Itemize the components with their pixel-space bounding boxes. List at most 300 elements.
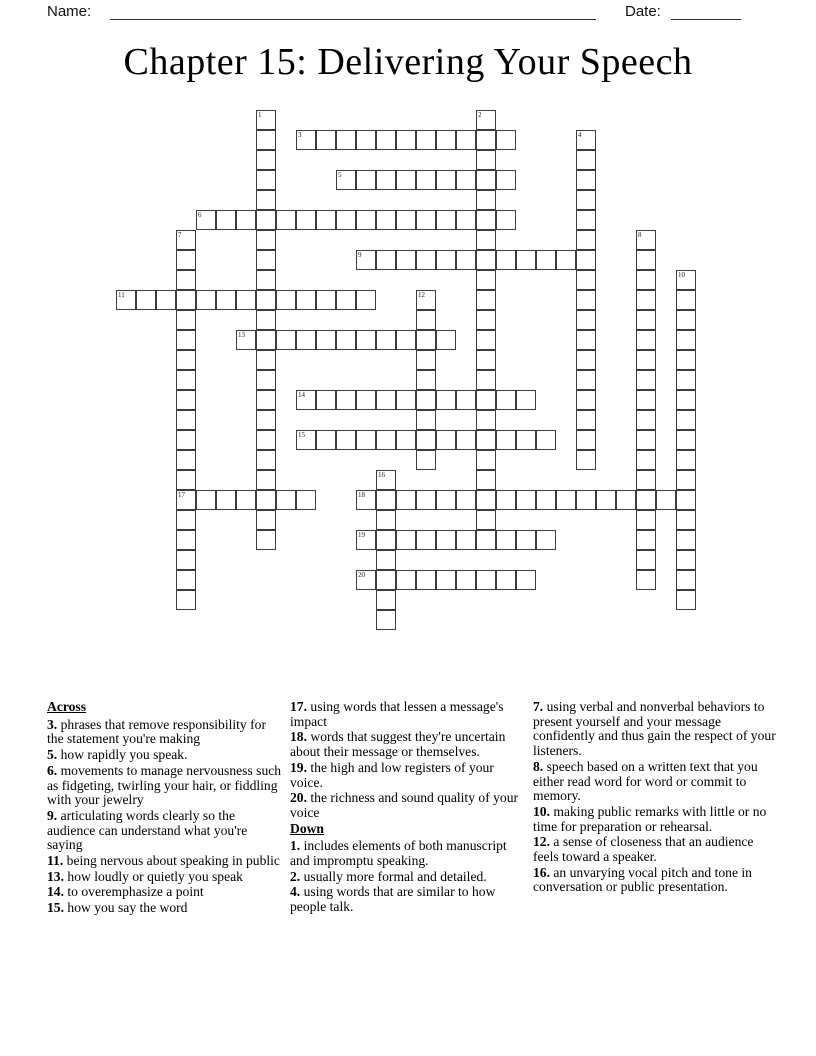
grid-cell[interactable] — [636, 410, 656, 430]
clue-item-text: articulating words clearly so the audience can understand what you're saying — [47, 807, 248, 853]
grid-cell[interactable] — [636, 390, 656, 410]
grid-cell[interactable] — [476, 350, 496, 370]
grid-cell[interactable] — [236, 210, 256, 230]
grid-cell[interactable] — [576, 370, 596, 390]
grid-cell[interactable] — [636, 290, 656, 310]
grid-cell[interactable] — [176, 270, 196, 290]
grid-cell[interactable] — [376, 330, 396, 350]
clue-item — [47, 870, 285, 885]
grid-cell[interactable] — [336, 430, 356, 450]
grid-cell[interactable] — [196, 210, 216, 230]
grid-cell[interactable] — [256, 290, 276, 310]
grid-cell[interactable] — [176, 350, 196, 370]
grid-cell[interactable] — [576, 490, 596, 510]
grid-cell[interactable] — [176, 430, 196, 450]
grid-cell[interactable] — [636, 430, 656, 450]
date-label: Date: — [625, 3, 661, 20]
grid-cell-number: 3 — [298, 131, 302, 139]
grid-cell[interactable] — [576, 150, 596, 170]
clue-item-text: words that suggest they're uncertain about their message or themselves. — [290, 729, 506, 760]
grid-cell[interactable] — [476, 170, 496, 190]
grid-cell[interactable] — [676, 570, 696, 590]
grid-cell[interactable] — [256, 390, 276, 410]
grid-cell[interactable] — [176, 550, 196, 570]
grid-cell[interactable] — [316, 210, 336, 230]
grid-cell[interactable] — [256, 170, 276, 190]
grid-cell[interactable] — [416, 390, 436, 410]
grid-cell[interactable] — [496, 390, 516, 410]
grid-cell[interactable] — [516, 490, 536, 510]
grid-cell[interactable] — [236, 490, 256, 510]
grid-cell[interactable] — [256, 510, 276, 530]
grid-cell[interactable] — [356, 170, 376, 190]
grid-cell[interactable] — [436, 390, 456, 410]
clue-item — [47, 901, 285, 916]
grid-cell[interactable] — [436, 210, 456, 230]
grid-cell[interactable] — [576, 390, 596, 410]
grid-cell[interactable] — [336, 170, 356, 190]
grid-cell[interactable] — [256, 110, 276, 130]
clue-item — [533, 805, 776, 834]
grid-cell[interactable] — [456, 570, 476, 590]
grid-cell[interactable] — [376, 510, 396, 530]
grid-cell[interactable] — [476, 390, 496, 410]
grid-cell[interactable] — [256, 370, 276, 390]
grid-cell[interactable] — [456, 210, 476, 230]
grid-cell[interactable] — [516, 250, 536, 270]
grid-cell[interactable] — [256, 470, 276, 490]
grid-cell[interactable] — [396, 570, 416, 590]
grid-cell[interactable] — [256, 270, 276, 290]
grid-cell[interactable] — [356, 210, 376, 230]
grid-cell[interactable] — [476, 430, 496, 450]
grid-cell[interactable] — [396, 330, 416, 350]
grid-cell[interactable] — [396, 210, 416, 230]
grid-cell[interactable] — [256, 410, 276, 430]
grid-cell[interactable] — [216, 490, 236, 510]
grid-cell[interactable] — [176, 410, 196, 430]
grid-cell[interactable] — [516, 390, 536, 410]
grid-cell[interactable] — [356, 290, 376, 310]
grid-cell[interactable] — [576, 290, 596, 310]
clue-item — [290, 839, 524, 868]
grid-cell[interactable] — [396, 170, 416, 190]
grid-cell[interactable] — [436, 130, 456, 150]
down-clues-part2 — [533, 700, 776, 895]
clue-item-text: to overemphasize a point — [64, 884, 204, 900]
grid-cell[interactable] — [476, 270, 496, 290]
grid-cell[interactable] — [416, 410, 436, 430]
grid-cell-number: 10 — [678, 271, 685, 279]
clue-item-text: being nervous about speaking in public — [63, 853, 280, 869]
grid-cell-number: 4 — [578, 131, 582, 139]
grid-cell[interactable] — [376, 610, 396, 630]
grid-cell[interactable] — [356, 490, 376, 510]
grid-cell[interactable] — [256, 350, 276, 370]
across-clues-part2 — [290, 700, 524, 821]
grid-cell[interactable] — [476, 310, 496, 330]
grid-cell[interactable] — [276, 290, 296, 310]
clues-column-left — [47, 700, 285, 917]
grid-cell[interactable] — [416, 370, 436, 390]
grid-cell[interactable] — [676, 390, 696, 410]
grid-cell[interactable] — [276, 490, 296, 510]
grid-cell[interactable] — [476, 450, 496, 470]
grid-cell[interactable] — [376, 130, 396, 150]
grid-cell[interactable] — [176, 590, 196, 610]
grid-cell[interactable] — [376, 390, 396, 410]
grid-cell[interactable] — [176, 490, 196, 510]
grid-cell[interactable] — [316, 130, 336, 150]
clue-item-text: movements to manage nervousness such as fidgeting, twirling your hair, or fiddling with your jewelry — [47, 762, 282, 808]
grid-cell[interactable] — [456, 430, 476, 450]
grid-cell[interactable] — [256, 150, 276, 170]
grid-cell[interactable] — [176, 370, 196, 390]
grid-cell[interactable] — [576, 130, 596, 150]
grid-cell[interactable] — [376, 470, 396, 490]
grid-cell[interactable] — [636, 570, 656, 590]
grid-cell[interactable] — [496, 430, 516, 450]
clue-item — [47, 854, 285, 869]
grid-cell[interactable] — [636, 550, 656, 570]
grid-cell[interactable] — [196, 490, 216, 510]
grid-cell[interactable] — [256, 330, 276, 350]
grid-cell[interactable] — [356, 250, 376, 270]
grid-cell[interactable] — [516, 430, 536, 450]
clue-item — [290, 885, 524, 914]
grid-cell[interactable] — [476, 290, 496, 310]
grid-cell[interactable] — [636, 250, 656, 270]
grid-cell[interactable] — [296, 490, 316, 510]
clue-item — [47, 809, 285, 853]
clue-item-number: 11. — [47, 853, 64, 869]
grid-cell[interactable] — [476, 250, 496, 270]
grid-cell[interactable] — [196, 290, 216, 310]
grid-cell[interactable] — [416, 210, 436, 230]
grid-cell[interactable] — [676, 490, 696, 510]
grid-cell[interactable] — [216, 210, 236, 230]
grid-cell[interactable] — [676, 370, 696, 390]
grid-cell[interactable] — [356, 390, 376, 410]
grid-cell[interactable] — [336, 390, 356, 410]
grid-cell[interactable] — [676, 510, 696, 530]
grid-cell[interactable] — [296, 130, 316, 150]
grid-cell[interactable] — [356, 430, 376, 450]
clue-item-text: how rapidly you speak. — [57, 747, 188, 763]
grid-cell[interactable] — [476, 410, 496, 430]
grid-cell[interactable] — [596, 490, 616, 510]
grid-cell[interactable] — [376, 250, 396, 270]
grid-cell-number: 6 — [198, 211, 202, 219]
grid-cell[interactable] — [176, 530, 196, 550]
grid-cell[interactable] — [516, 530, 536, 550]
grid-cell[interactable] — [556, 250, 576, 270]
grid-cell[interactable] — [476, 230, 496, 250]
grid-cell[interactable] — [416, 250, 436, 270]
grid-cell[interactable] — [476, 490, 496, 510]
grid-cell[interactable] — [456, 390, 476, 410]
grid-cell[interactable] — [356, 330, 376, 350]
grid-cell[interactable] — [276, 210, 296, 230]
grid-cell[interactable] — [256, 230, 276, 250]
grid-cell[interactable] — [496, 530, 516, 550]
grid-cell[interactable] — [636, 450, 656, 470]
grid-cell[interactable] — [636, 270, 656, 290]
grid-cell[interactable] — [156, 290, 176, 310]
grid-cell[interactable] — [316, 330, 336, 350]
grid-cell[interactable] — [356, 570, 376, 590]
grid-cell[interactable] — [176, 450, 196, 470]
grid-cell-number: 17 — [178, 491, 185, 499]
grid-cell[interactable] — [676, 410, 696, 430]
grid-cell[interactable] — [456, 530, 476, 550]
grid-cell[interactable] — [416, 490, 436, 510]
grid-cell[interactable] — [256, 490, 276, 510]
grid-cell[interactable] — [496, 490, 516, 510]
grid-cell-number: 1 — [258, 111, 262, 119]
grid-cell[interactable] — [676, 470, 696, 490]
grid-cell[interactable] — [176, 310, 196, 330]
grid-cell[interactable] — [636, 370, 656, 390]
grid-cell[interactable] — [476, 570, 496, 590]
clue-item — [290, 730, 524, 759]
grid-cell[interactable] — [476, 530, 496, 550]
grid-cell[interactable] — [676, 350, 696, 370]
grid-cell[interactable] — [676, 430, 696, 450]
grid-cell[interactable] — [676, 590, 696, 610]
grid-cell[interactable] — [676, 530, 696, 550]
grid-cell-number: 8 — [638, 231, 642, 239]
grid-cell[interactable] — [476, 190, 496, 210]
grid-cell[interactable] — [376, 550, 396, 570]
grid-cell[interactable] — [256, 190, 276, 210]
grid-cell[interactable] — [456, 170, 476, 190]
grid-cell[interactable] — [256, 130, 276, 150]
grid-cell[interactable] — [536, 430, 556, 450]
grid-cell[interactable] — [416, 170, 436, 190]
grid-cell[interactable] — [396, 430, 416, 450]
clue-item-text: using words that are similar to how people talk. — [290, 884, 496, 915]
grid-cell[interactable] — [376, 430, 396, 450]
grid-cell[interactable] — [416, 430, 436, 450]
grid-cell[interactable] — [676, 450, 696, 470]
grid-cell[interactable] — [236, 330, 256, 350]
grid-cell[interactable] — [396, 530, 416, 550]
page-title: Chapter 15: Delivering Your Speech — [123, 41, 693, 83]
grid-cell[interactable] — [576, 270, 596, 290]
grid-cell[interactable] — [176, 330, 196, 350]
grid-cell[interactable] — [556, 490, 576, 510]
grid-cell[interactable] — [676, 310, 696, 330]
grid-cell[interactable] — [176, 250, 196, 270]
grid-cell[interactable] — [416, 330, 436, 350]
grid-cell[interactable] — [476, 330, 496, 350]
clue-item-number: 10. — [533, 803, 550, 819]
grid-cell[interactable] — [476, 210, 496, 230]
grid-cell-number: 15 — [298, 431, 305, 439]
grid-cell[interactable] — [216, 290, 236, 310]
grid-cell[interactable] — [456, 490, 476, 510]
down-header: Down — [290, 820, 324, 836]
grid-cell[interactable] — [436, 570, 456, 590]
grid-cell[interactable] — [576, 230, 596, 250]
grid-cell[interactable] — [256, 250, 276, 270]
grid-cell[interactable] — [116, 290, 136, 310]
grid-cell[interactable] — [676, 270, 696, 290]
grid-cell[interactable] — [656, 490, 676, 510]
grid-cell[interactable] — [276, 330, 296, 350]
grid-cell[interactable] — [576, 410, 596, 430]
grid-cell[interactable] — [416, 310, 436, 330]
clue-item — [290, 791, 524, 820]
grid-cell[interactable] — [176, 390, 196, 410]
grid-cell[interactable] — [336, 130, 356, 150]
grid-cell[interactable] — [636, 510, 656, 530]
crossword-grid — [116, 110, 696, 630]
grid-cell[interactable] — [636, 310, 656, 330]
grid-cell[interactable] — [176, 230, 196, 250]
grid-cell[interactable] — [236, 290, 256, 310]
name-input-line[interactable] — [110, 19, 596, 20]
grid-cell[interactable] — [576, 250, 596, 270]
grid-cell[interactable] — [416, 130, 436, 150]
grid-cell[interactable] — [436, 430, 456, 450]
grid-cell-number: 11 — [118, 291, 125, 299]
grid-cell[interactable] — [136, 290, 156, 310]
grid-cell[interactable] — [296, 290, 316, 310]
grid-cell[interactable] — [576, 210, 596, 230]
grid-cell[interactable] — [296, 330, 316, 350]
grid-cell[interactable] — [176, 470, 196, 490]
grid-cell[interactable] — [376, 570, 396, 590]
grid-cell[interactable] — [416, 450, 436, 470]
grid-cell[interactable] — [496, 130, 516, 150]
grid-cell[interactable] — [376, 210, 396, 230]
grid-cell[interactable] — [636, 230, 656, 250]
grid-cell[interactable] — [676, 550, 696, 570]
grid-cell[interactable] — [576, 350, 596, 370]
grid-cell[interactable] — [536, 530, 556, 550]
grid-cell[interactable] — [576, 430, 596, 450]
grid-cell[interactable] — [256, 450, 276, 470]
grid-cell[interactable] — [496, 170, 516, 190]
grid-cell[interactable] — [676, 290, 696, 310]
grid-cell[interactable] — [316, 390, 336, 410]
grid-cell[interactable] — [396, 130, 416, 150]
grid-cell[interactable] — [436, 530, 456, 550]
grid-cell[interactable] — [536, 490, 556, 510]
grid-cell[interactable] — [376, 490, 396, 510]
grid-cell[interactable] — [476, 370, 496, 390]
grid-cell[interactable] — [636, 530, 656, 550]
grid-cell[interactable] — [536, 250, 556, 270]
grid-cell[interactable] — [576, 450, 596, 470]
grid-cell[interactable] — [396, 390, 416, 410]
grid-cell[interactable] — [456, 130, 476, 150]
grid-cell[interactable] — [396, 250, 416, 270]
clue-item — [533, 760, 776, 804]
grid-cell[interactable] — [476, 150, 496, 170]
grid-cell[interactable] — [636, 490, 656, 510]
grid-cell[interactable] — [336, 330, 356, 350]
grid-cell[interactable] — [476, 130, 496, 150]
grid-cell[interactable] — [576, 330, 596, 350]
clue-item-text: phrases that remove responsibility for the statement you're making — [47, 716, 266, 747]
grid-cell[interactable] — [336, 210, 356, 230]
clue-item-text: usually more formal and detailed. — [300, 868, 487, 884]
grid-cell[interactable] — [476, 510, 496, 530]
clue-item — [533, 700, 776, 759]
grid-cell[interactable] — [416, 290, 436, 310]
grid-cell[interactable] — [176, 290, 196, 310]
grid-cell[interactable] — [316, 290, 336, 310]
grid-cell[interactable] — [496, 250, 516, 270]
clue-item-number: 20. — [290, 790, 307, 806]
grid-cell-number: 7 — [178, 231, 182, 239]
clue-item-number: 3. — [47, 716, 58, 732]
grid-cell[interactable] — [436, 170, 456, 190]
grid-cell[interactable] — [576, 310, 596, 330]
grid-cell[interactable] — [636, 350, 656, 370]
grid-cell[interactable] — [376, 590, 396, 610]
clue-item-text: the richness and sound quality of your voice — [290, 790, 519, 820]
grid-cell[interactable] — [576, 170, 596, 190]
grid-cell[interactable] — [496, 570, 516, 590]
grid-cell[interactable] — [256, 210, 276, 230]
grid-cell[interactable] — [256, 530, 276, 550]
grid-cell[interactable] — [176, 570, 196, 590]
across-clues-part1 — [47, 718, 285, 916]
clue-item-number: 19. — [290, 759, 307, 775]
grid-cell[interactable] — [456, 250, 476, 270]
grid-cell[interactable] — [436, 490, 456, 510]
grid-cell[interactable] — [636, 470, 656, 490]
grid-cell[interactable] — [356, 130, 376, 150]
grid-cell[interactable] — [636, 330, 656, 350]
grid-cell[interactable] — [296, 390, 316, 410]
clue-item — [47, 718, 285, 747]
grid-cell[interactable] — [256, 430, 276, 450]
grid-cell[interactable] — [476, 470, 496, 490]
grid-cell[interactable] — [376, 530, 396, 550]
grid-cell[interactable] — [616, 490, 636, 510]
date-input-line[interactable] — [671, 19, 741, 20]
grid-cell[interactable] — [256, 310, 276, 330]
clue-item-text: an unvarying vocal pitch and tone in conversation or public presentation. — [533, 864, 752, 895]
grid-cell[interactable] — [516, 570, 536, 590]
grid-cell-number: 20 — [358, 571, 365, 579]
grid-cell[interactable] — [336, 290, 356, 310]
grid-cell[interactable] — [416, 530, 436, 550]
grid-cell[interactable] — [316, 430, 336, 450]
grid-cell[interactable] — [676, 330, 696, 350]
grid-cell[interactable] — [296, 210, 316, 230]
name-label: Name: — [47, 3, 92, 20]
grid-cell[interactable] — [416, 350, 436, 370]
grid-cell[interactable] — [436, 250, 456, 270]
grid-cell[interactable] — [416, 570, 436, 590]
grid-cell[interactable] — [576, 190, 596, 210]
grid-cell[interactable] — [476, 110, 496, 130]
grid-cell[interactable] — [176, 510, 196, 530]
grid-cell[interactable] — [296, 430, 316, 450]
grid-cell[interactable] — [496, 210, 516, 230]
grid-cell[interactable] — [436, 330, 456, 350]
grid-cell[interactable] — [376, 170, 396, 190]
clue-item-number: 17. — [290, 699, 307, 714]
grid-cell[interactable] — [356, 530, 376, 550]
grid-cell[interactable] — [396, 490, 416, 510]
